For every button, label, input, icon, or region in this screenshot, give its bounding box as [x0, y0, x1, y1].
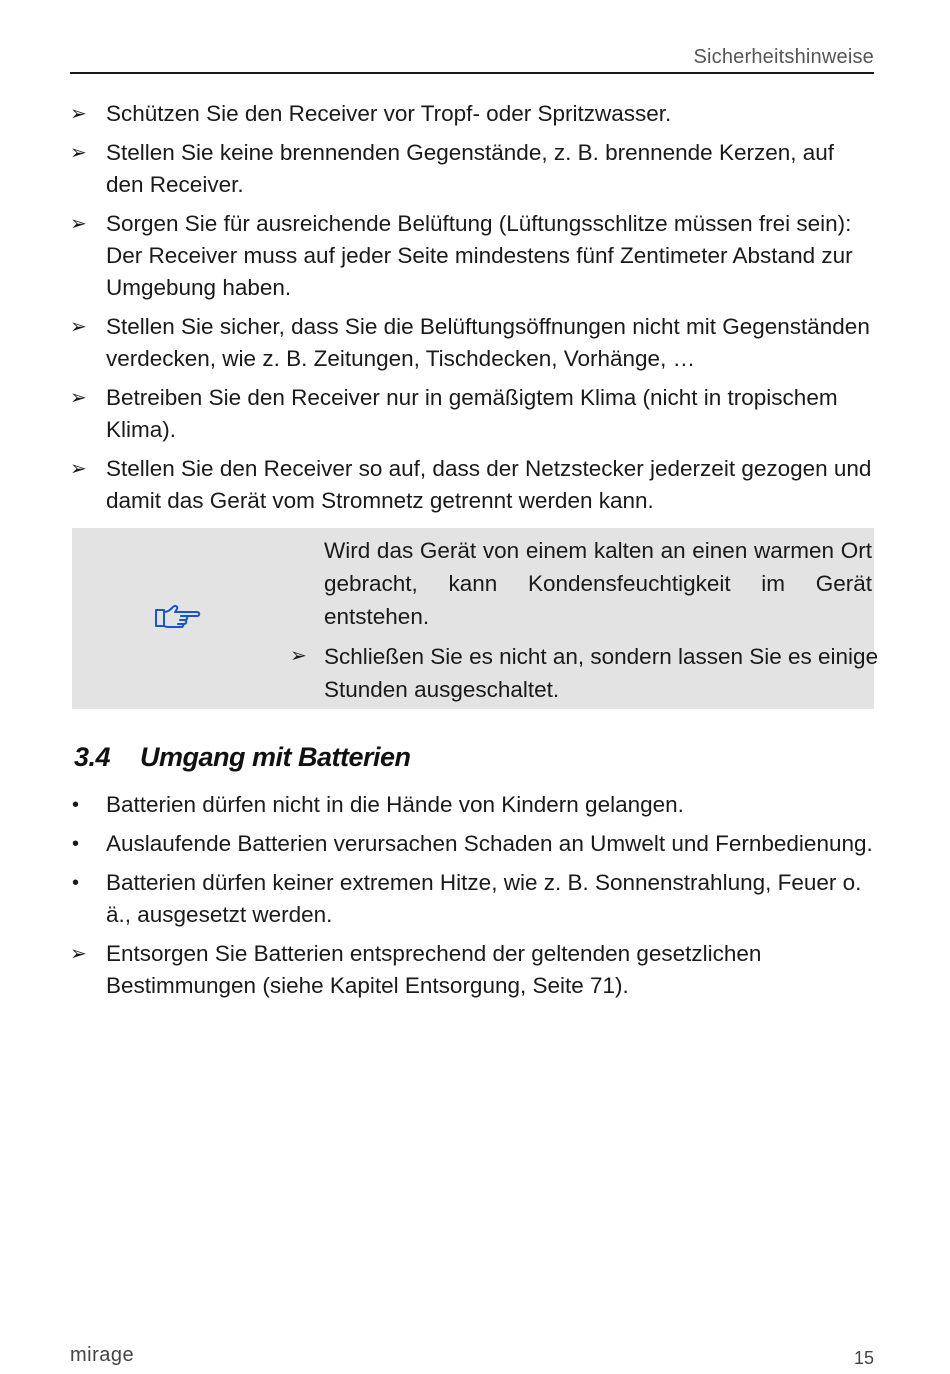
header-rule — [70, 72, 874, 74]
list-item-text: Batterien dürfen keiner extremen Hitze, wie z. B. Sonnenstrahlung, Feuer o. ä., ausgesetzt werden. — [106, 870, 862, 927]
page-header-title: Sicherheitshinweise — [693, 46, 874, 68]
arrow-bullet-icon: ➢ — [70, 387, 87, 409]
list-item — [70, 311, 874, 375]
section-number: 3.4 — [74, 742, 111, 772]
battery-list — [70, 789, 874, 1009]
list-item-text: Entsorgen Sie Batterien entsprechend der geltenden gesetzlichen Bestimmungen (siehe Kapitel Entsorgung, Seite 71). — [106, 941, 762, 998]
list-item — [70, 137, 874, 201]
list-item-text: Stellen Sie den Receiver so auf, dass der Netzstecker jederzeit gezogen und damit das Gerät vom Stromnetz getrennt werden kann. — [106, 456, 872, 513]
note-action — [290, 640, 904, 706]
safety-list — [70, 98, 874, 524]
pointing-hand-icon — [154, 600, 202, 632]
bullet-icon: • — [72, 833, 80, 855]
list-item — [70, 208, 874, 304]
list-item-text: Stellen Sie sicher, dass Sie die Belüftungsöffnungen nicht mit Gegenständen verdecken, wie z. B. Zeitungen, Tischdecken, Vorhänge, … — [106, 314, 870, 371]
list-item-text: Schützen Sie den Receiver vor Tropf- oder Spritzwasser. — [106, 101, 672, 126]
list-item — [70, 867, 874, 931]
bullet-icon: • — [72, 872, 80, 894]
list-item-text: Sorgen Sie für ausreichende Belüftung (Lüftungsschlitze müssen frei sein): Der Receiver muss auf jeder Seite mindestens fünf Zentimeter Abstand zur Umgebung haben. — [106, 211, 853, 300]
list-item — [70, 382, 874, 446]
arrow-bullet-icon: ➢ — [70, 458, 87, 480]
list-item — [70, 453, 874, 517]
arrow-bullet-icon: ➢ — [70, 316, 87, 338]
arrow-bullet-icon: ➢ — [70, 103, 87, 125]
mirage-logo — [70, 1344, 156, 1366]
section-title: Umgang mit Batterien — [140, 742, 411, 772]
logo-text: mirage — [70, 1344, 135, 1366]
note-text: Wird das Gerät von einem kalten an einen warmen Ort gebracht, kann Kondensfeuchtigkeit im Gerät entstehen. — [324, 538, 872, 629]
list-item — [70, 828, 874, 860]
note-box — [72, 528, 879, 709]
list-item-text: Stellen Sie keine brennenden Gegenstände, z. B. brennende Kerzen, auf den Receiver. — [106, 140, 835, 197]
arrow-bullet-icon: ➢ — [70, 213, 87, 235]
note-action-text: Schließen Sie es nicht an, sondern lassen Sie es einige Stunden ausgeschaltet. — [324, 644, 879, 702]
list-item-text: Auslaufende Batterien verursachen Schaden an Umwelt und Fernbedienung. — [106, 831, 873, 856]
arrow-bullet-icon: ➢ — [70, 142, 87, 164]
list-item-text: Betreiben Sie den Receiver nur in gemäßigtem Klima (nicht in tropischem Klima). — [106, 385, 838, 442]
arrow-bullet-icon: ➢ — [290, 645, 307, 667]
bullet-icon: • — [72, 794, 80, 816]
list-item — [70, 938, 874, 1002]
section-heading — [74, 742, 411, 773]
page-number: 15 — [853, 1348, 874, 1368]
list-item — [70, 98, 874, 130]
list-item — [70, 789, 874, 821]
list-item-text: Batterien dürfen nicht in die Hände von Kindern gelangen. — [106, 792, 684, 817]
arrow-bullet-icon: ➢ — [70, 943, 87, 965]
